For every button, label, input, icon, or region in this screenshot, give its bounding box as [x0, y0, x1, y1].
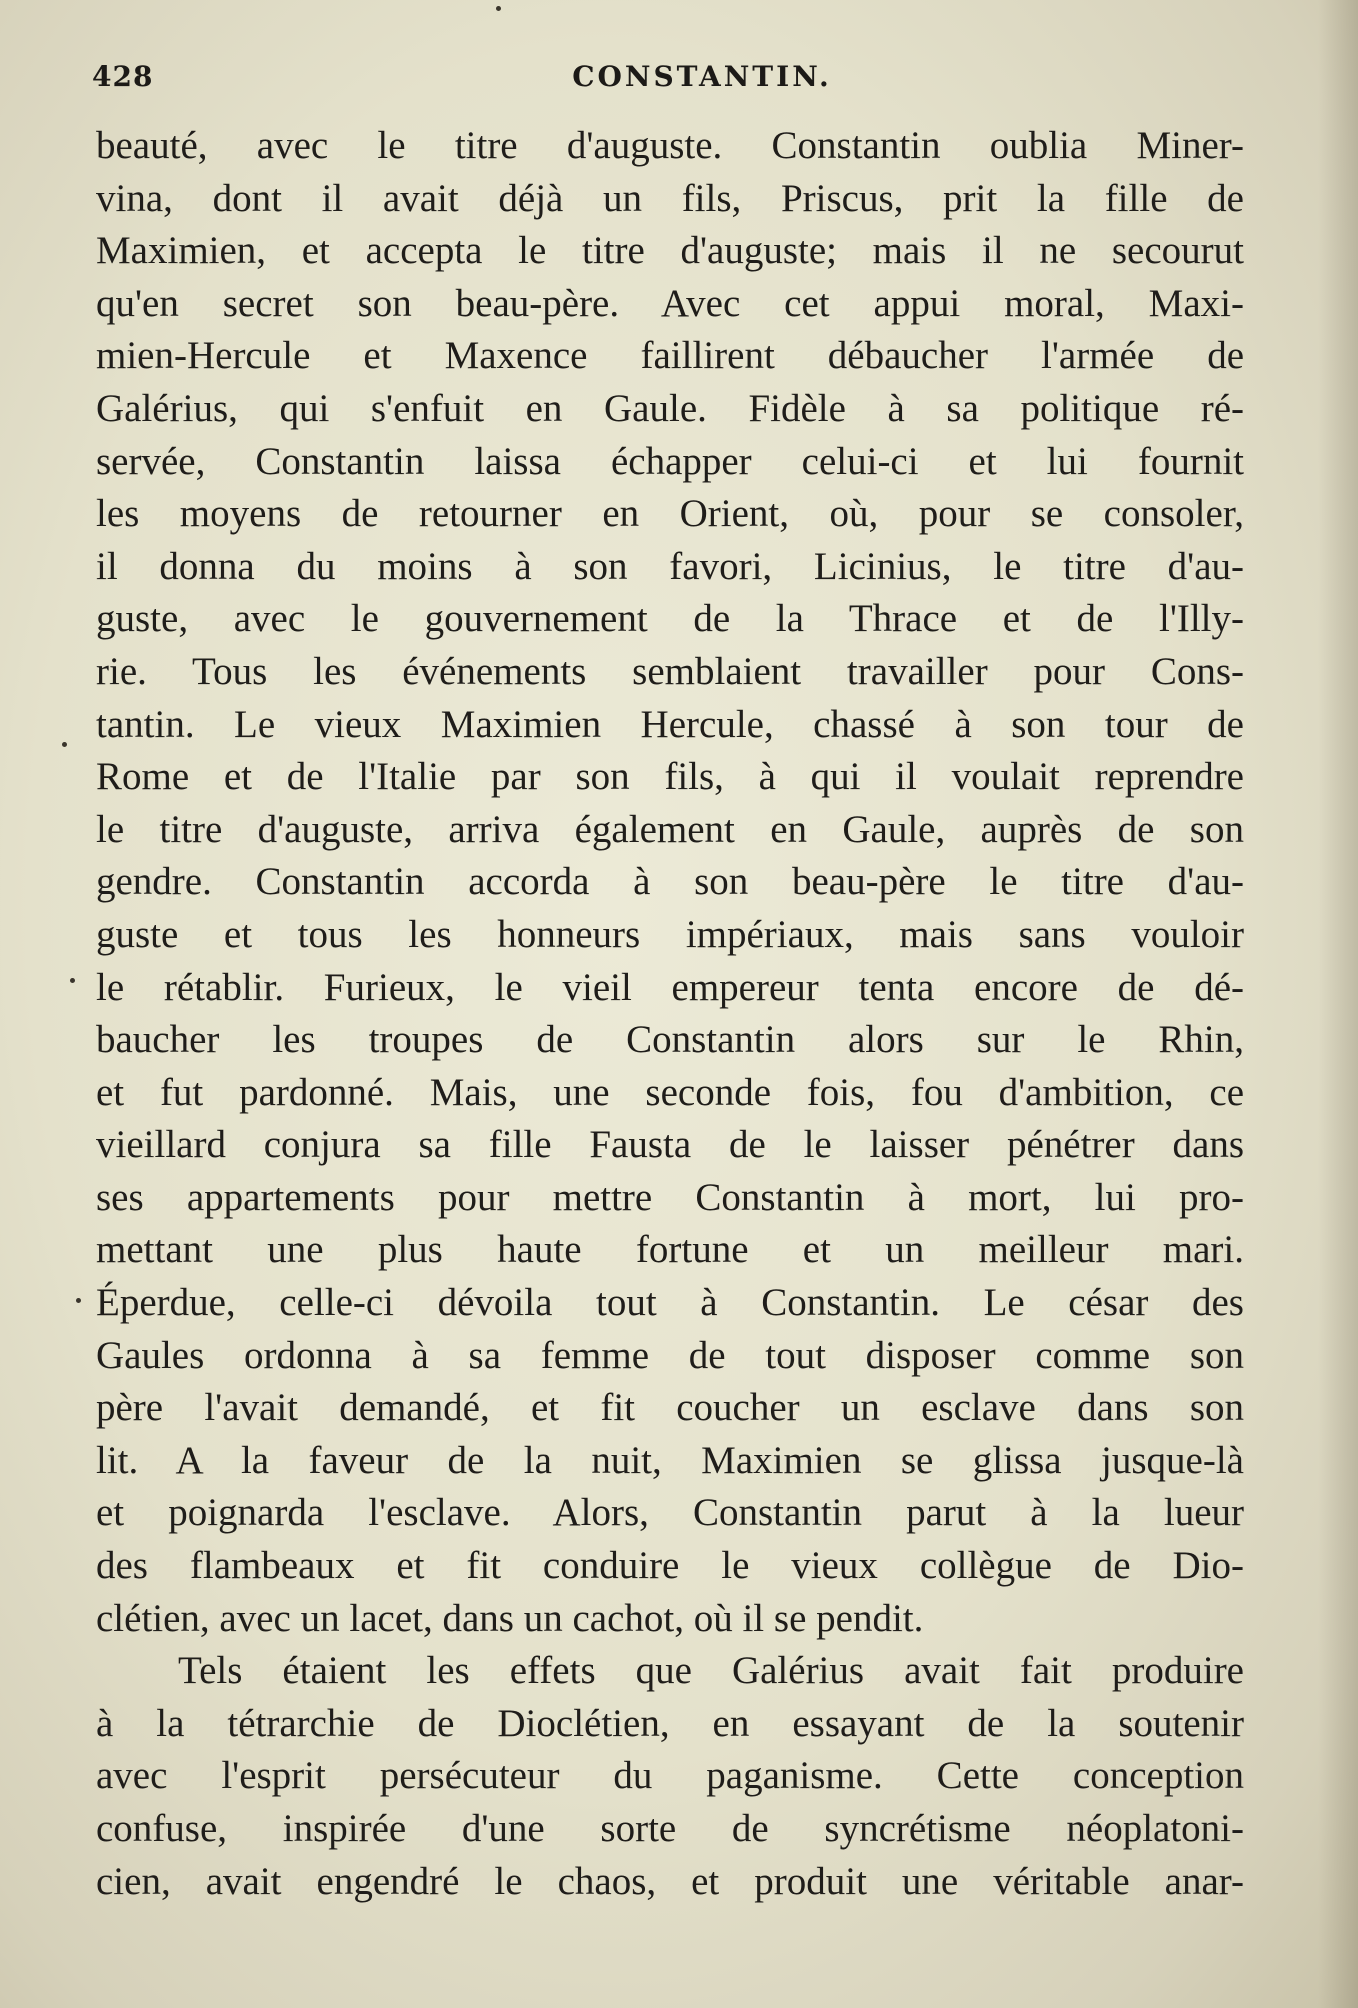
text-line: cien, avait engendré le chaos, et produit une véritable anar-: [96, 1859, 1244, 1903]
text-line: Tels étaient les effets que Galérius avait fait produire: [178, 1649, 1244, 1693]
text-line: et fut pardonné. Mais, une seconde fois, fou d'ambition, ce: [96, 1070, 1244, 1114]
paragraph-2: [96, 1645, 1244, 1908]
text-line: père l'avait demandé, et fit coucher un esclave dans son: [96, 1386, 1244, 1430]
text-line: rie. Tous les événements semblaient travailler pour Cons-: [96, 649, 1244, 693]
text-line: mettant une plus haute fortune et un meilleur mari.: [96, 1228, 1244, 1272]
text-line: tantin. Le vieux Maximien Hercule, chassé à son tour de: [96, 702, 1244, 746]
page-edge-shadow: [1318, 0, 1358, 2008]
text-line: confuse, inspirée d'une sorte de syncrétisme néoplatoni-: [96, 1807, 1244, 1850]
text-line: vina, dont il avait déjà un fils, Priscus, prit la fille de: [96, 176, 1244, 220]
text-line: guste, avec le gouvernement de la Thrace et de l'Illy-: [96, 597, 1244, 641]
text-line: gendre. Constantin accorda à son beau-père le titre d'au-: [96, 860, 1244, 904]
text-line: lit. A la faveur de la nuit, Maximien se glissa jusque-là: [96, 1438, 1244, 1482]
running-title: CONSTANTIN.: [572, 60, 832, 93]
text-line: guste et tous les honneurs impériaux, mais sans vouloir: [96, 912, 1244, 956]
text-line: les moyens de retourner en Orient, où, pour se consoler,: [96, 492, 1244, 536]
text-line: Maximien, et accepta le titre d'auguste; mais il ne secourut: [96, 229, 1244, 273]
text-line: ses appartements pour mettre Constantin à mort, lui pro-: [96, 1175, 1244, 1219]
text-line: des flambeaux et fit conduire le vieux collègue de Dio-: [96, 1544, 1244, 1588]
paper-speck: [62, 742, 67, 747]
text-line: baucher les troupes de Constantin alors sur le Rhin,: [96, 1018, 1244, 1062]
paper-speck: [496, 6, 501, 11]
text-line: le titre d'auguste, arriva également en Gaule, auprès de son: [96, 807, 1244, 851]
text-line: le rétablir. Furieux, le vieil empereur tenta encore de dé-: [96, 965, 1244, 1009]
text-line: à la tétrarchie de Dioclétien, en essayant de la soutenir: [96, 1701, 1244, 1745]
text-line: beauté, avec le titre d'auguste. Constantin oublia Miner-: [96, 124, 1244, 167]
text-line: vieillard conjura sa fille Fausta de le laisser pénétrer dans: [96, 1123, 1244, 1167]
text-line: il donna du moins à son favori, Licinius, le titre d'au-: [96, 544, 1244, 588]
text-line: servée, Constantin laissa échapper celui-ci et lui fournit: [96, 439, 1244, 483]
text-line: et poignarda l'esclave. Alors, Constantin parut à la lueur: [96, 1491, 1244, 1535]
text-line: Gaules ordonna à sa femme de tout disposer comme son: [96, 1333, 1244, 1377]
text-line: Éperdue, celle-ci dévoila tout à Constantin. Le césar des: [96, 1281, 1244, 1325]
paper-speck: [76, 1298, 81, 1303]
text-line: clétien, avec un lacet, dans un cachot, où il se pendit.: [96, 1596, 924, 1640]
page-header: [92, 54, 1252, 104]
body-text: [96, 120, 1244, 1908]
text-line: avec l'esprit persécuteur du paganisme. Cette conception: [96, 1754, 1244, 1798]
paper-speck: [70, 978, 75, 983]
text-line: mien-Hercule et Maxence faillirent débaucher l'armée de: [96, 334, 1244, 378]
paragraph-1: [96, 120, 1244, 1645]
text-line: Rome et de l'Italie par son fils, à qui il voulait reprendre: [96, 755, 1244, 799]
page-number: 428: [92, 60, 154, 93]
text-line: Galérius, qui s'enfuit en Gaule. Fidèle à sa politique ré-: [96, 386, 1244, 430]
text-line: qu'en secret son beau-père. Avec cet appui moral, Maxi-: [96, 281, 1244, 325]
